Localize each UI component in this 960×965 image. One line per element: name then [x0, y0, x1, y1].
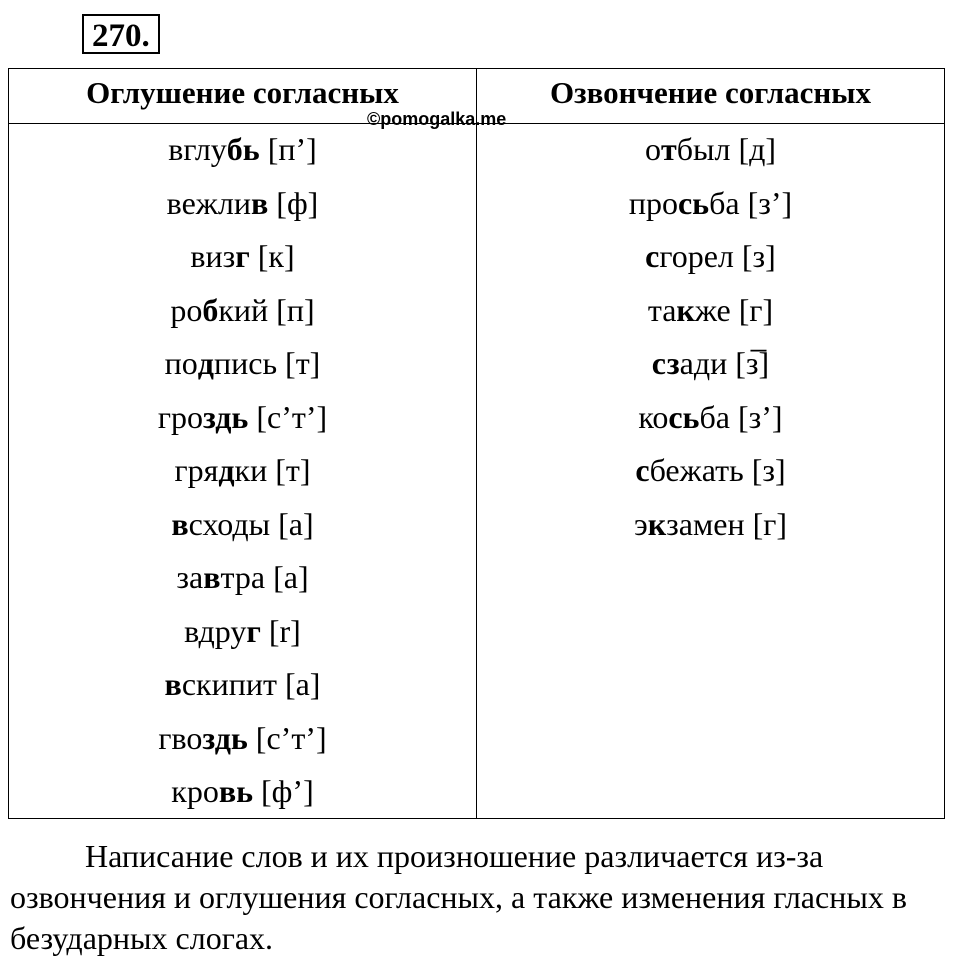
table-row: робкий [п] [170, 291, 315, 328]
table-row: экзамен [г] [633, 505, 788, 542]
table-row: отбыл [д] [644, 131, 777, 167]
table-row: сгорел [з] [645, 238, 776, 274]
table-row: гвоздь [с’т’] [158, 719, 327, 756]
table-row: всходы [а] [171, 505, 314, 542]
table-row: просьба [з’] [628, 184, 793, 221]
conclusion-paragraph: Написание слов и их произношение различается из-за озвончения и оглушения согласных, а также изменения гласных в безударных слогах. [10, 838, 907, 956]
table-row: визг [к] [190, 238, 295, 274]
table-row: вежлив [ф] [166, 184, 319, 221]
table-row: кровь [ф’] [171, 773, 314, 809]
table-row: завтра [а] [176, 559, 309, 595]
table-row: сбежать [з] [635, 452, 786, 488]
table-row: вдруг [r] [184, 612, 301, 649]
table-row: вглубь [п’] [168, 131, 317, 167]
table-row: подпись [т] [164, 345, 321, 381]
voicing-column [477, 123, 944, 551]
deafening-column [9, 123, 476, 819]
exercise-number: 270. [82, 14, 160, 54]
table-row: также [г] [647, 291, 774, 328]
consonants-table [8, 68, 945, 819]
table-row: сзади [з̅] [651, 345, 770, 381]
table-row: грядки [т] [174, 452, 311, 488]
table-row: косьба [з’] [638, 398, 783, 435]
header-deafening: Оглушение согласных [86, 75, 399, 110]
watermark: ©pomogalka.me [367, 109, 507, 129]
header-voicing: Озвончение согласных [550, 75, 871, 110]
table-row: гроздь [с’т’] [157, 398, 328, 435]
table-row: вскипит [а] [164, 666, 321, 702]
